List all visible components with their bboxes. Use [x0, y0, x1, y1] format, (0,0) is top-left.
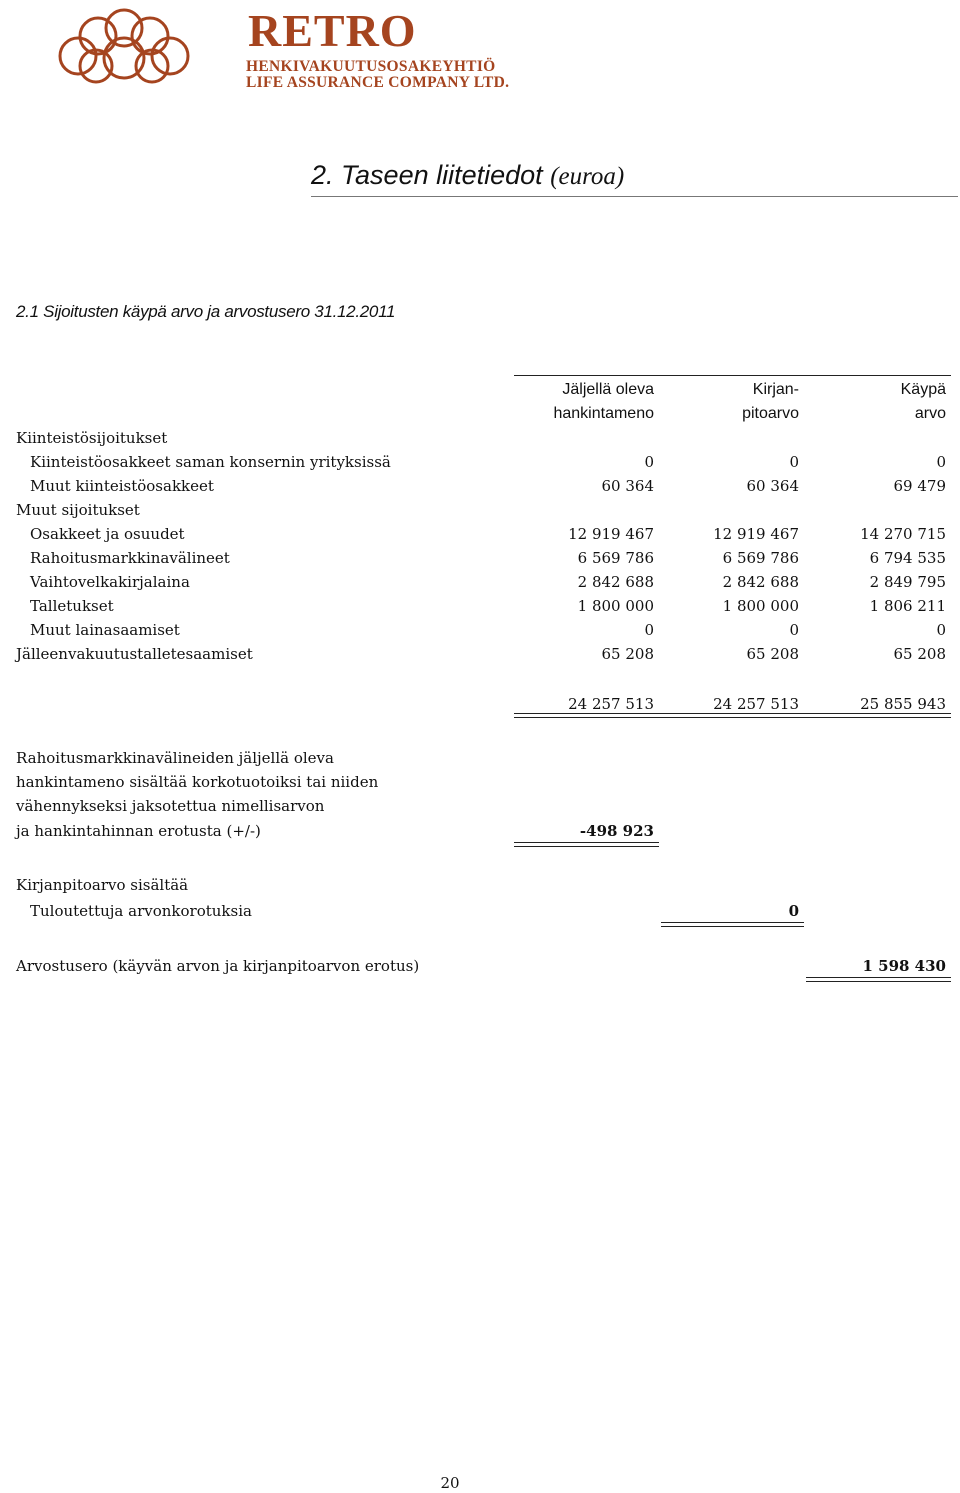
- row-value-acquisition-cost: 0: [644, 453, 654, 471]
- row-value-fair-value: 1 806 211: [869, 597, 946, 615]
- row-label: Muut kiinteistöosakkeet: [30, 477, 214, 495]
- total-fair-value: 25 855 943: [860, 695, 946, 713]
- section-title: [311, 160, 624, 191]
- row-label: Kiinteistöosakkeet saman konsernin yrityksissä: [30, 453, 391, 471]
- company-logo: [48, 5, 510, 92]
- valuation-difference-value: 1 598 430: [862, 957, 946, 975]
- book-value-item-label: Tuloutettuja arvonkorotuksia: [30, 902, 252, 920]
- row-value-book-value: 6 569 786: [722, 549, 799, 567]
- row-value-book-value: 2 842 688: [722, 573, 799, 591]
- section-title-main: 2. Taseen liitetiedot: [311, 160, 543, 190]
- note-line: vähennykseksi jaksotettua nimellisarvon: [16, 797, 325, 815]
- subsection-title: 2.1 Sijoitusten käypä arvo ja arvostusero 31.12.2011: [16, 302, 396, 321]
- row-label: Jälleenvakuutustalletesaamiset: [16, 645, 253, 663]
- total-book-value: 24 257 513: [713, 695, 799, 713]
- row-label: Rahoitusmarkkinavälineet: [30, 549, 230, 567]
- valuation-difference-label: Arvostusero (käyvän arvon ja kirjanpitoarvon erotus): [16, 957, 420, 975]
- totals-double-rule-top: [514, 713, 951, 714]
- book-value-double-rule-top: [661, 922, 804, 923]
- row-value-fair-value: 2 849 795: [869, 573, 946, 591]
- note-line: Rahoitusmarkkinavälineiden jäljellä oleva: [16, 749, 334, 767]
- column-header-fair-value: [901, 380, 946, 424]
- column-header-fair-value-line2: arvo: [914, 405, 946, 422]
- row-value-acquisition-cost: 65 208: [601, 645, 654, 663]
- column-header-book-value-line1: Kirjan-: [752, 381, 799, 398]
- column-header-acquisition-cost-line2: hankintameno: [553, 405, 654, 422]
- group-label-real-estate: Kiinteistösijoitukset: [16, 429, 168, 447]
- total-acquisition-cost: 24 257 513: [568, 695, 654, 713]
- row-value-book-value: 60 364: [746, 477, 799, 495]
- page-number: 20: [440, 1474, 460, 1492]
- valuation-difference-double-rule-top: [806, 977, 951, 978]
- note-value: -498 923: [579, 822, 654, 840]
- logo-subtitle-english: LIFE ASSURANCE COMPANY LTD.: [246, 74, 510, 91]
- row-value-fair-value: 14 270 715: [860, 525, 946, 543]
- row-label: Vaihtovelkakirjalaina: [30, 573, 190, 591]
- row-value-acquisition-cost: 0: [644, 621, 654, 639]
- note-double-rule-top: [514, 842, 659, 843]
- title-divider: [311, 196, 958, 197]
- column-header-book-value: [742, 380, 799, 424]
- row-value-acquisition-cost: 1 800 000: [577, 597, 654, 615]
- row-value-fair-value: 0: [936, 453, 946, 471]
- book-value-double-rule-bottom: [661, 926, 804, 927]
- note-line: ja hankintahinnan erotusta (+/-): [16, 822, 261, 840]
- section-title-unit: (euroa): [550, 163, 625, 190]
- logo-name: RETRO: [248, 5, 417, 56]
- column-header-book-value-line2: pitoarvo: [742, 405, 799, 422]
- note-double-rule-bottom: [514, 846, 659, 847]
- row-value-book-value: 65 208: [746, 645, 799, 663]
- column-header-acquisition-cost-line1: Jäljellä oleva: [562, 381, 654, 398]
- row-label: Muut lainasaamiset: [30, 621, 180, 639]
- row-value-book-value: 1 800 000: [722, 597, 799, 615]
- row-value-fair-value: 65 208: [893, 645, 946, 663]
- column-header-fair-value-line1: Käypä: [900, 381, 946, 398]
- book-value-heading: Kirjanpitoarvo sisältää: [16, 876, 189, 894]
- logo-subtitle-finnish: HENKIVAKUUTUSOSAKEYHTIÖ: [246, 58, 496, 75]
- row-value-acquisition-cost: 12 919 467: [568, 525, 654, 543]
- valuation-difference-double-rule-bottom: [806, 981, 951, 982]
- row-value-acquisition-cost: 60 364: [601, 477, 654, 495]
- row-label: Talletukset: [30, 597, 114, 615]
- row-value-fair-value: 0: [936, 621, 946, 639]
- row-value-acquisition-cost: 6 569 786: [577, 549, 654, 567]
- book-value-item-value: 0: [788, 902, 799, 920]
- row-value-fair-value: 69 479: [893, 477, 946, 495]
- row-value-book-value: 12 919 467: [713, 525, 799, 543]
- note-line: hankintameno sisältää korkotuotoiksi tai niiden: [16, 773, 379, 791]
- logo-rings-icon: [48, 6, 238, 92]
- group-label-other-investments: Muut sijoitukset: [16, 501, 140, 519]
- row-value-book-value: 0: [789, 621, 799, 639]
- totals-double-rule-bottom: [514, 717, 951, 718]
- header-top-rule: [514, 375, 951, 376]
- column-header-acquisition-cost: [553, 380, 654, 424]
- row-value-book-value: 0: [789, 453, 799, 471]
- row-label: Osakkeet ja osuudet: [30, 525, 185, 543]
- row-value-acquisition-cost: 2 842 688: [577, 573, 654, 591]
- row-value-fair-value: 6 794 535: [869, 549, 946, 567]
